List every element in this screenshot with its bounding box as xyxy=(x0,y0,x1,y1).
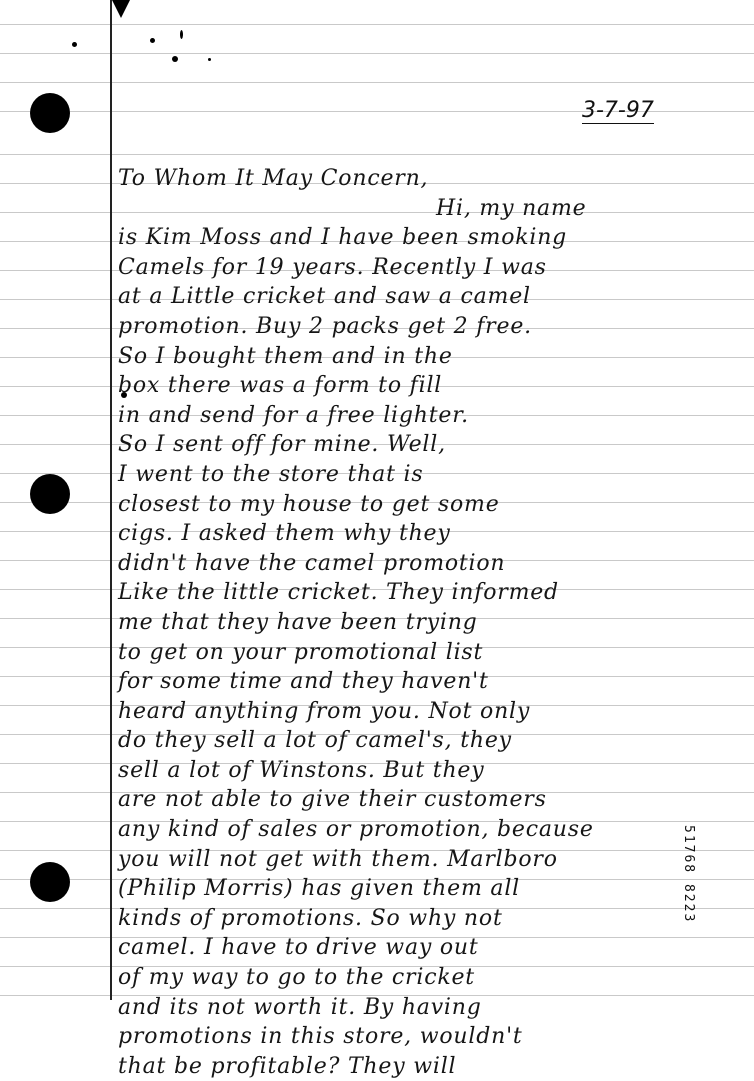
ink-speck xyxy=(150,38,155,43)
document-id-stamp: 51768 8223 xyxy=(681,825,696,924)
letter-body xyxy=(118,166,678,1081)
letter-line: to get on your promotional list xyxy=(118,639,484,665)
letter-line: Camels for 19 years. Recently I was xyxy=(118,254,547,280)
letter-line: Like the little cricket. They informed xyxy=(118,580,559,606)
letter-line: didn't have the camel promotion xyxy=(118,550,506,576)
letter-line: heard anything from you. Not only xyxy=(118,698,531,724)
punch-hole xyxy=(30,474,70,514)
ink-speck xyxy=(72,42,77,47)
letter-line: is Kim Moss and I have been smoking xyxy=(118,225,568,251)
letter-line: So I sent off for mine. Well, xyxy=(118,432,446,458)
punch-hole xyxy=(30,93,70,133)
margin-line xyxy=(110,0,112,1000)
letter-line: promotions in this store, wouldn't xyxy=(118,1024,523,1050)
letter-line: Hi, my name xyxy=(436,195,587,221)
letter-date: 3-7-97 xyxy=(582,98,654,123)
punch-hole xyxy=(30,862,70,902)
letter-line: box there was a form to fill xyxy=(118,373,443,399)
letter-line: at a Little cricket and saw a camel xyxy=(118,284,531,310)
ink-speck xyxy=(208,58,211,61)
letter-line: cigs. I asked them why they xyxy=(118,521,451,547)
letter-line: are not able to give their customers xyxy=(118,787,547,813)
letter-line: promotion. Buy 2 packs get 2 free. xyxy=(118,313,532,339)
letter-line: I went to the store that is xyxy=(118,461,424,487)
letter-line: closest to my house to get some xyxy=(118,491,500,517)
letter-line: that be profitable? They will xyxy=(118,1053,457,1079)
corner-mark xyxy=(112,0,130,18)
letter-line: any kind of sales or promotion, because xyxy=(118,817,594,843)
letter-line: you will not get with them. Marlboro xyxy=(118,846,558,872)
ink-speck xyxy=(180,30,183,39)
ink-speck xyxy=(172,56,178,62)
letter-line: in and send for a free lighter. xyxy=(118,402,469,428)
letter-line: of my way to go to the cricket xyxy=(118,965,475,991)
letter-line: and its not worth it. By having xyxy=(118,994,482,1020)
letter-line: camel. I have to drive way out xyxy=(118,935,479,961)
letter-line: kinds of promotions. So why not xyxy=(118,905,503,931)
letter-line: sell a lot of Winstons. But they xyxy=(118,757,485,783)
letter-line: So I bought them and in the xyxy=(118,343,453,369)
salutation: To Whom It May Concern, xyxy=(118,166,429,191)
letter-line: do they sell a lot of camel's, they xyxy=(118,728,512,754)
letter-line: for some time and they haven't xyxy=(118,669,489,695)
letter-line: me that they have been trying xyxy=(118,609,478,635)
letter-line: (Philip Morris) has given them all xyxy=(118,876,521,902)
